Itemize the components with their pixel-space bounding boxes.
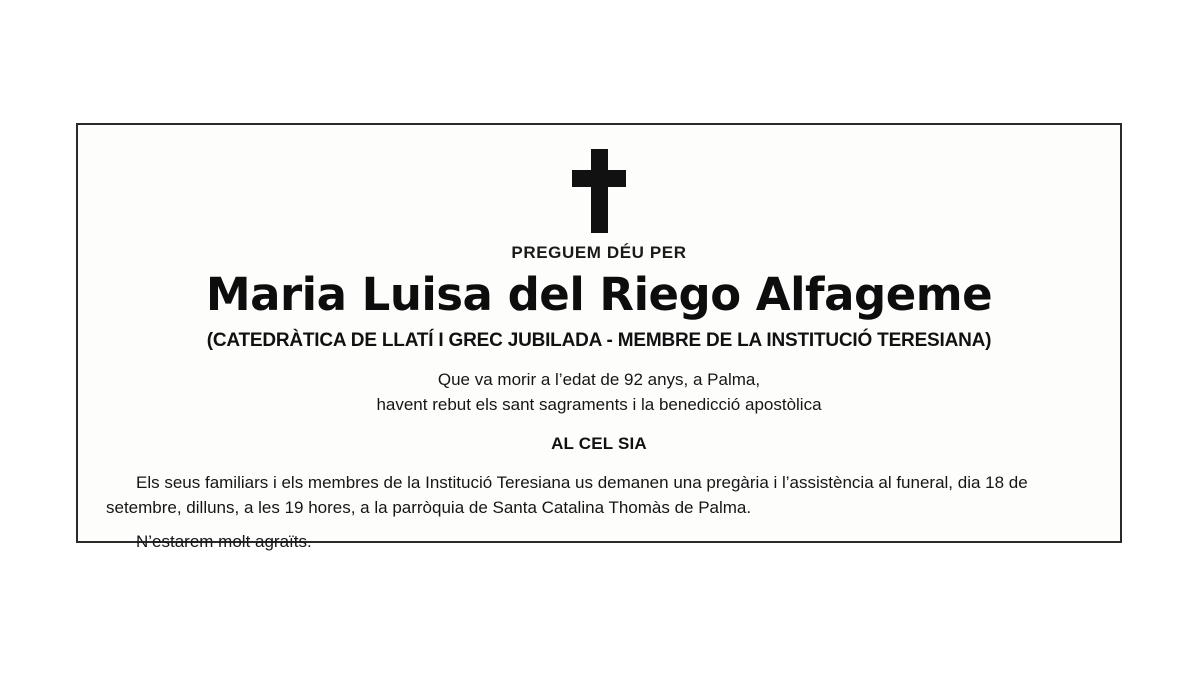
- death-detail-line-1: Que va morir a l’edat de 92 anys, a Palma,: [437, 370, 761, 390]
- cross-container: [106, 149, 1092, 239]
- obituary-notice-card: [76, 123, 1122, 551]
- cross-horizontal-bar: [572, 170, 626, 187]
- funeral-announcement-text: Els seus familiars i els membres de la Institució Teresiana us demanen una pregària i l’assistència al funeral, dia 18 de setembre, dilluns, a les 19 hores, a la parròquia de Santa Catalina Thomàs de Palma.: [106, 472, 1028, 518]
- death-details: [106, 368, 1092, 417]
- thanks-text: N’estarem molt agraïts.: [136, 531, 312, 551]
- christian-cross-icon: [572, 149, 626, 233]
- blessing-text: AL CEL SIA: [551, 433, 647, 453]
- pray-heading: PREGUEM DÉU PER: [511, 243, 687, 262]
- cross-vertical-bar: [591, 149, 608, 233]
- deceased-credentials: (CATEDRÀTICA DE LLATÍ I GREC JUBILADA - MEMBRE DE LA INSTITUCIÓ TERESIANA): [206, 330, 992, 352]
- deceased-name: Maria Luisa del Riego Alfageme: [205, 268, 993, 321]
- death-detail-line-2: havent rebut els sant sagraments i la benedicció apostòlica: [376, 394, 822, 414]
